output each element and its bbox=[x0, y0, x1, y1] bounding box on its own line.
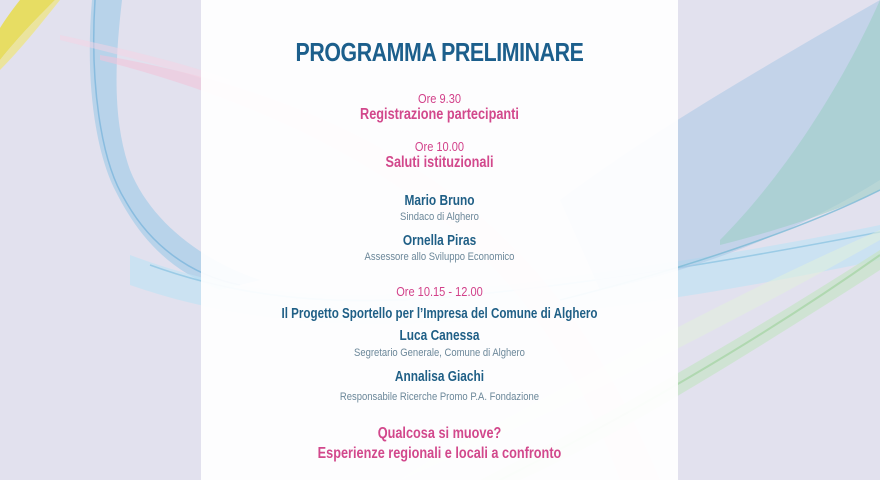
speaker-role: Responsabile Ricerche Promo P.A. Fondazione bbox=[339, 391, 540, 403]
session-heading: Qualcosa si muove? bbox=[377, 425, 502, 442]
speaker-role: Sindaco di Alghero bbox=[400, 211, 479, 223]
session-heading: Esperienze regionali e locali a confronto bbox=[317, 445, 562, 462]
session-time: Ore 10.15 - 12.00 bbox=[396, 284, 483, 299]
session-heading: Il Progetto Sportello per l’Impresa del Comune di Alghero bbox=[281, 306, 598, 322]
speaker-name: Annalisa Giachi bbox=[394, 369, 485, 385]
speaker-role: Segretario Generale, Comune di Alghero bbox=[354, 347, 525, 359]
speaker-name: Luca Canessa bbox=[399, 328, 480, 344]
speaker-role: Assessore allo Sviluppo Economico bbox=[364, 251, 515, 263]
speaker-name: Ornella Piras bbox=[402, 233, 477, 249]
session-heading: Saluti istituzionali bbox=[385, 154, 494, 171]
session-heading: Registrazione partecipanti bbox=[360, 106, 519, 123]
page-title: PROGRAMMA PRELIMINARE bbox=[295, 37, 584, 67]
session-time: Ore 10.00 bbox=[414, 139, 465, 154]
session-time: Ore 9.30 bbox=[417, 91, 462, 106]
speaker-name: Mario Bruno bbox=[404, 193, 475, 209]
program-content bbox=[201, 0, 678, 480]
